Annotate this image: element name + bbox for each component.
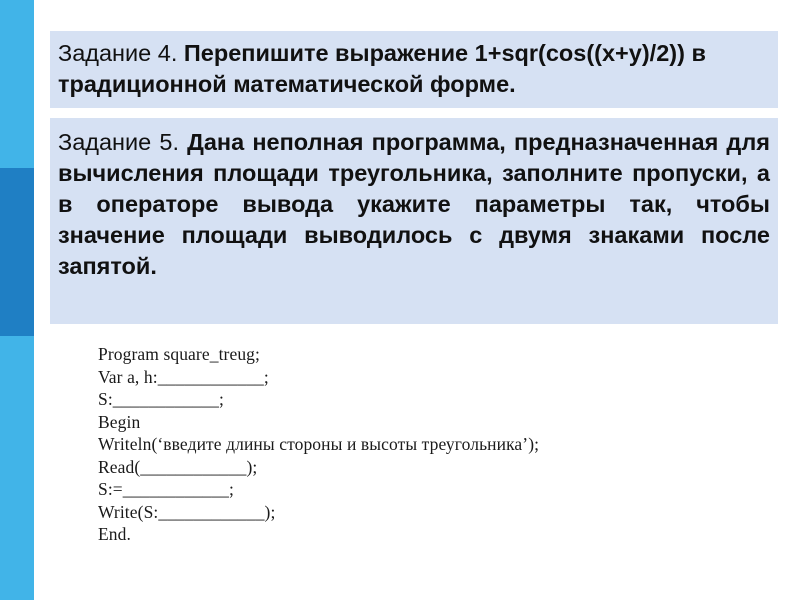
code-line-program: Program square_treug; [98,344,260,364]
code-line-end: End. [98,524,131,544]
task-4-text: Перепишите выражение 1+sqr(cos((x+y)/2)) в традиционной математической форме. [58,40,706,97]
task-4-card [50,31,778,108]
code-line-var: Var a, h:____________; [98,366,269,387]
task-5-text: Дана неполная программа, предназначенная для вычисления площади треугольника, заполните пропуски, а в операторе вывода укажите параметры так, чтобы значение площади выводилось с двумя знаками после запятой. [58,129,770,279]
code-line-begin: Begin [98,411,141,432]
program-code [98,343,539,546]
left-accent-bar-highlight [0,168,34,336]
code-line-write: Write(S:____________); [98,501,276,522]
task-5-card [50,118,778,324]
code-line-assign: S:=____________; [98,479,234,499]
task-4-title: Задание 4. [58,40,178,66]
task-5-title: Задание 5. [58,129,179,155]
code-line-read: Read(____________); [98,456,258,477]
code-line-writeln: Writeln(‘введите длины стороны и высоты треугольника’); [98,434,540,454]
code-line-s-decl: S:____________; [98,389,224,409]
